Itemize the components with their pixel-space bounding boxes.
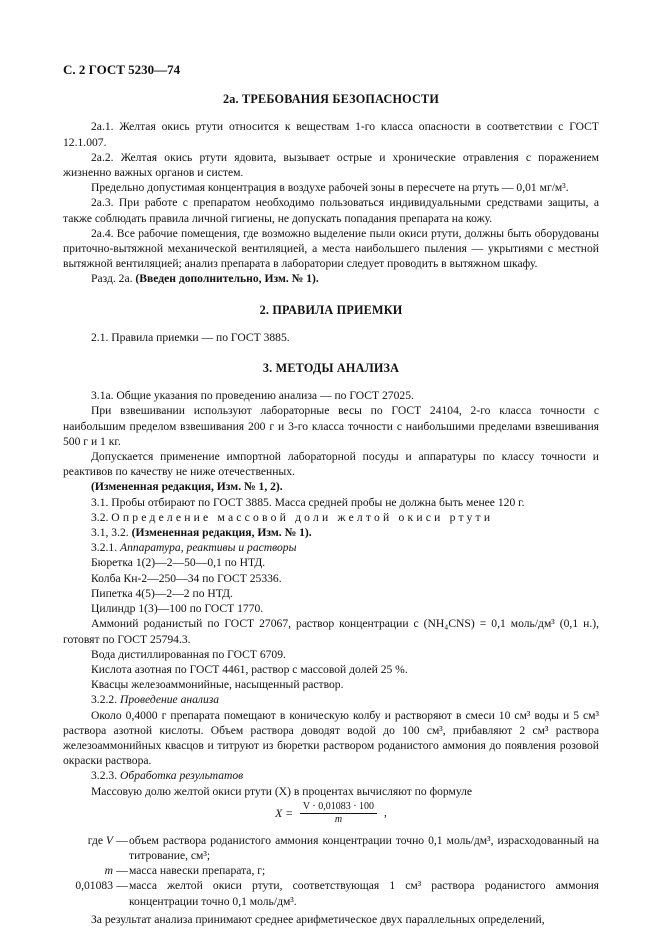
equipment-item: Цилиндр 1(3)—100 по ГОСТ 1770. — [91, 602, 264, 616]
para-2-1: 2.1. Правила приемки — по ГОСТ 3885. — [91, 330, 290, 344]
section-2a-title: 2а. ТРЕБОВАНИЯ БЕЗОПАСНОСТИ — [222, 92, 440, 107]
legend-dash: — — [116, 833, 128, 847]
document-page — [63, 62, 599, 927]
page-header: С. 2 ГОСТ 5230—74 — [63, 62, 181, 77]
para-2a-1: 2а.1. Желтая окись ртути относится к веществам 1-го класса опасности в соответствии с ГОСТ 12.1.007. — [63, 120, 599, 149]
result-text: За результат анализа принимают среднее арифметическое двух параллельных определений, — [91, 912, 545, 926]
para-2a-3: 2а.3. При работе с препаратом необходимо пользоваться индивидуальными средствами защиты, а также соблюдать правила личной гигиены, не допускать попадания препарата на кожу. — [63, 196, 599, 225]
reagent-item: Квасцы железоаммонийные, насыщенный раствор. — [91, 678, 344, 692]
formula-tail: , — [383, 805, 387, 819]
formula-fraction — [300, 801, 377, 826]
para-3-1a: 3.1а. Общие указания по проведению анализа — по ГОСТ 27025. — [91, 389, 414, 403]
para-3-1-3-2 — [63, 525, 599, 540]
legend-where: где — [87, 833, 103, 847]
para-3-1: 3.1. Пробы отбирают по ГОСТ 3885. Масса средней пробы не должна быть менее 120 г. — [91, 495, 525, 509]
equipment-item: Пипетка 4(5)—2—2 по НТД. — [91, 586, 233, 600]
legend-symbol — [63, 833, 115, 863]
amendment-note-1-2: (Измененная редакция, Изм. № 1, 2). — [91, 480, 283, 494]
para-3-2-1-prefix: 3.2.1. — [91, 541, 120, 555]
para-3-2-2-prefix: 3.2.2. — [91, 693, 120, 707]
legend-dash: — — [116, 879, 128, 893]
legend-dash: — — [116, 864, 128, 878]
legend-text: объем раствора роданистого аммония концентрации точно 0,1 моль/дм³, израсходованный на титрование, см³; — [129, 833, 599, 862]
reagent-item: Кислота азотная по ГОСТ 4461, раствор с массовой долей 25 %. — [91, 662, 408, 676]
para-3-2-1 — [63, 540, 599, 555]
equipment-item: Бюретка 1(2)—2—50—0,1 по НТД. — [91, 556, 266, 570]
para-3-2-2 — [63, 692, 599, 707]
para-2a-2-limit: Предельно допустимая концентрация в воздухе рабочей зоны в пересчете на ртуть — 0,01 мг/м³. — [91, 181, 569, 195]
para-3-2-prefix: 3.2. — [91, 510, 112, 524]
legend-symbol — [63, 863, 115, 878]
para-3-2 — [63, 510, 599, 525]
reagent-item: Вода дистиллированная по ГОСТ 6709. — [91, 647, 286, 661]
para-2a-2: 2а.2. Желтая окись ртути ядовита, вызывает острые и хронические отравления с поражением жизненно важных органов и систем. — [63, 150, 599, 180]
amendment-note-1: (Измененная редакция, Изм. № 1). — [131, 526, 312, 540]
para-3-2-3-title: Обработка результатов — [119, 769, 244, 783]
amendment-note: (Введен дополнительно, Изм. № 1). — [135, 272, 319, 286]
para-3-2-1-title: Аппаратура, реактивы и растворы — [119, 541, 297, 555]
procedure-text: Около 0,4000 г препарата помещают в коническую колбу и растворяют в смеси 10 см³ воды и 5 см³ раствора азотной кислоты. Объем раствора доводят водой до 100 см³, прибавляют 2 см³ раствора железоаммонийных квасцов и титруют из бюретки раствором роданистого аммония до появления розовой окраски раствора. — [63, 708, 599, 768]
legend-text: масса желтой окиси ртути, соответствующая 1 см³ раствора роданистого аммония концентрации точно 0,1 моль/дм³. — [129, 879, 599, 908]
para-2a-4: 2а.4. Все рабочие помещения, где возможно выделение пыли окиси ртути, должны быть оборудованы приточно-вытяжной механической вентиляцией, а места наибольшего пыления — укрытиями с местной вытяжной вентиляцией; анализ препарата в лаборатории следует проводить в вытяжном шкафу. — [63, 226, 599, 271]
para-3-1a-import: Допускается применение импортной лабораторной посуды и аппаратуры по классу точности и реактивов по качеству не ниже отечественных. — [63, 450, 599, 479]
para-2a-note — [63, 271, 599, 286]
formula-lhs: X = — [275, 806, 293, 820]
section-2-title: 2. ПРАВИЛА ПРИЕМКИ — [259, 302, 403, 317]
equipment-item: Колба Кн-2—250—34 по ГОСТ 25336. — [91, 571, 282, 585]
reagent-ammonium: Аммоний роданистый по ГОСТ 27067, раствор концентрации c (NH₄CNS) = 0,1 моль/дм³ (0,1 н.), готовят по ГОСТ 25794.3. — [63, 617, 599, 646]
formula-numerator: V · 0,01083 · 100 — [300, 801, 377, 814]
legend-symbol-m: m — [104, 864, 113, 878]
para-3-2-2-title: Проведение анализа — [119, 693, 220, 707]
para-3-1a-weighing: При взвешивании используют лабораторные весы по ГОСТ 24104, 2-го класса точности с наибольшим пределом взвешивания 200 г и 3-го класса точности с наибольшими пределами взвешивания 500 г и 1 кг. — [63, 404, 599, 448]
para-3-2-3 — [63, 768, 599, 783]
formula-denominator: m — [334, 813, 343, 825]
para-3-2-title: Определение массовой доли желтой окиси ртути — [111, 510, 494, 524]
note-prefix: Разд. 2а. — [91, 272, 136, 286]
formula-intro: Массовую долю желтой окиси ртути (X) в процентах вычисляют по формуле — [91, 784, 473, 798]
legend-symbol-v: V — [105, 833, 113, 847]
legend-symbol: 0,01083 — [75, 879, 113, 893]
para-3-1-3-2-prefix: 3.1, 3.2. — [91, 526, 132, 540]
formula — [63, 801, 599, 829]
legend-text: масса навески препарата, г; — [129, 864, 266, 878]
para-3-2-3-prefix: 3.2.3. — [91, 769, 120, 783]
formula-legend — [63, 833, 599, 909]
section-3-title: 3. МЕТОДЫ АНАЛИЗА — [262, 361, 400, 376]
